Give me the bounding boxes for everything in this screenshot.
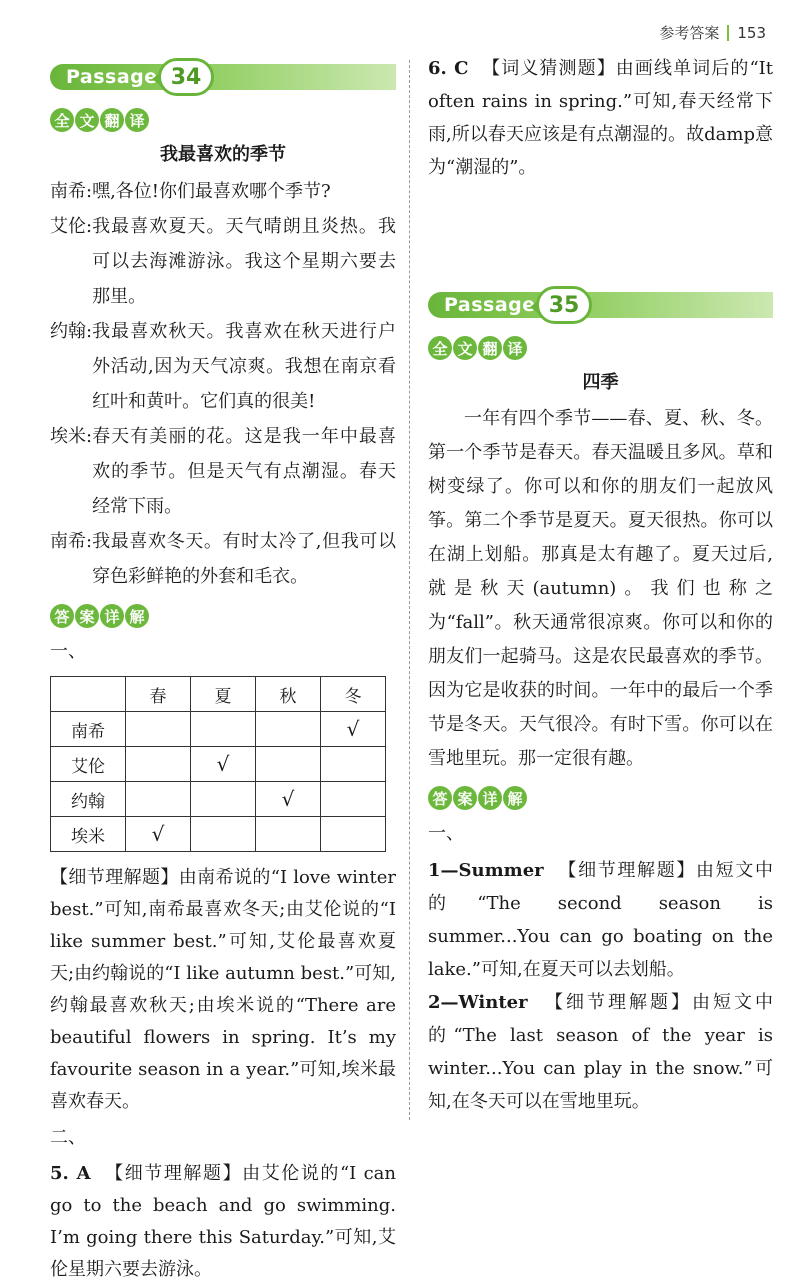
table-cell <box>191 712 256 747</box>
badge-char: 案 <box>453 786 477 810</box>
badge-char: 翻 <box>478 336 502 360</box>
table-cell <box>126 712 191 747</box>
column-header: 夏 <box>191 677 256 712</box>
table-cell <box>321 782 386 817</box>
dialogue-text: 我最喜欢夏天。天气晴朗且炎热。我可以去海滩游泳。我这个星期六要去那里。 <box>92 216 396 307</box>
badge-char: 解 <box>503 786 527 810</box>
speaker: 南希: <box>50 531 93 552</box>
right-column-top <box>428 52 773 184</box>
passage-word: Passage <box>66 66 158 88</box>
dialogue-line <box>50 209 396 314</box>
translation-badge <box>428 336 773 360</box>
header-divider <box>727 25 729 41</box>
section-two: 二、 <box>50 1127 86 1148</box>
badge-char: 详 <box>100 604 124 628</box>
table-cell <box>191 817 256 852</box>
dialogue-text: 嘿,各位!你们最喜欢哪个季节? <box>92 181 331 202</box>
speaker: 埃米: <box>50 426 93 447</box>
row-name: 南希 <box>51 712 126 747</box>
left-column <box>50 58 396 1286</box>
badge-char: 案 <box>75 604 99 628</box>
dialogue-line <box>50 174 396 209</box>
question-2 <box>428 986 773 1118</box>
table-cell: √ <box>256 782 321 817</box>
table-row <box>51 782 386 817</box>
passage-number: 34 <box>158 58 214 96</box>
speaker: 南希: <box>50 181 93 202</box>
speaker: 约翰: <box>50 321 93 342</box>
badge-char: 答 <box>428 786 452 810</box>
dialogue-text: 春天有美丽的花。这是我一年中最喜欢的季节。但是天气有点潮湿。春天经常下雨。 <box>92 426 396 517</box>
speaker: 艾伦: <box>50 216 93 237</box>
table-cell <box>126 747 191 782</box>
passage-number: 35 <box>536 286 592 324</box>
table-cell <box>321 747 386 782</box>
column-header: 冬 <box>321 677 386 712</box>
badge-char: 详 <box>478 786 502 810</box>
table-row <box>51 712 386 747</box>
question-1 <box>428 854 773 986</box>
question-1-number: 1—Summer <box>428 860 544 881</box>
table-cell <box>256 712 321 747</box>
question-6-number: 6. C <box>428 58 469 79</box>
question-6-text: 【词义猜测题】由画线单词后的“It often rains in spring.”可知,春天经常下雨,所以春天应该是有点潮湿的。故damp意为“潮湿的”。 <box>428 58 773 178</box>
table-cell: √ <box>321 712 386 747</box>
passage-title: 四季 <box>582 372 619 393</box>
dialogue-line <box>50 314 396 419</box>
badge-char: 译 <box>503 336 527 360</box>
dialogue-text: 我最喜欢秋天。我喜欢在秋天进行户外活动,因为天气凉爽。我想在南京看红叶和黄叶。它们真的很美! <box>92 321 396 412</box>
badge-char: 翻 <box>100 108 124 132</box>
passage-35-banner <box>428 286 773 326</box>
passage-body: 一年有四个季节——春、夏、秋、冬。第一个季节是春天。春天温暖且多风。草和树变绿了。你可以和你的朋友们一起放风筝。第二个季节是夏天。夏天很热。你可以在湖上划船。那真是太有趣了。夏天过后,就是秋天(autumn)。我们也称之为“fall”。秋天通常很凉爽。你可以和你的朋友们一起骑马。这是农民最喜欢的季节。因为它是收获的时间。一年中的最后一个季节是冬天。天气很冷。有时下雪。你可以在雪地里玩。那一定很有趣。 <box>428 408 773 769</box>
row-name: 埃米 <box>51 817 126 852</box>
table-cell <box>256 747 321 782</box>
question-5-text: 【细节理解题】由艾伦说的“I can go to the beach and go swimming. I’m going there this Saturday.”可知,艾伦星期六要去游泳。 <box>50 1163 396 1280</box>
passage-34-banner <box>50 58 396 98</box>
table-cell <box>126 782 191 817</box>
dialogue-line <box>50 419 396 524</box>
table-cell: √ <box>126 817 191 852</box>
badge-char: 答 <box>50 604 74 628</box>
badge-char: 文 <box>75 108 99 132</box>
passage-title: 我最喜欢的季节 <box>160 144 286 165</box>
question-1-text: 【细节理解题】由短文中的“The second season is summer...You can go boating on the lake.”可知,在夏天可以去划船。 <box>428 860 773 980</box>
table-row <box>51 747 386 782</box>
table-row <box>51 817 386 852</box>
question-6 <box>428 52 773 184</box>
column-divider <box>409 60 410 1120</box>
badge-char: 译 <box>125 108 149 132</box>
table-cell <box>191 782 256 817</box>
translation-badge <box>50 108 396 132</box>
table-cell <box>256 817 321 852</box>
table-corner <box>51 677 126 712</box>
page-number: 153 <box>737 23 766 42</box>
answer-table <box>50 676 386 852</box>
section-one: 一、 <box>50 641 86 662</box>
dialogue-line <box>50 524 396 594</box>
badge-char: 全 <box>50 108 74 132</box>
explanation-one: 【细节理解题】由南希说的“I love winter best.”可知,南希最喜欢冬天;由艾伦说的“I like summer best.”可知,艾伦最喜欢夏天;由约翰说的“I like autumn best.”可知,约翰最喜欢秋天;由埃米说的“There are beautiful flowers in spring. It’s my favourite season in a year.”可知,埃米最喜欢春天。 <box>50 867 396 1112</box>
column-header: 春 <box>126 677 191 712</box>
badge-char: 全 <box>428 336 452 360</box>
question-5 <box>50 1158 396 1286</box>
answer-badge <box>428 786 773 810</box>
table-cell: √ <box>191 747 256 782</box>
table-cell <box>321 817 386 852</box>
column-header: 秋 <box>256 677 321 712</box>
question-5-number: 5. A <box>50 1163 91 1184</box>
table-header-row <box>51 677 386 712</box>
section-one: 一、 <box>428 823 464 844</box>
badge-char: 解 <box>125 604 149 628</box>
dialogue-text: 我最喜欢冬天。有时太冷了,但我可以穿色彩鲜艳的外套和毛衣。 <box>92 531 396 587</box>
question-2-number: 2—Winter <box>428 992 528 1013</box>
question-2-text: 【细节理解题】由短文中的“The last season of the year is winter...You can play in the snow.”可知,在冬天可以在雪地里玩。 <box>428 992 773 1112</box>
page-header <box>659 22 766 43</box>
row-name: 艾伦 <box>51 747 126 782</box>
header-label: 参考答案 <box>659 24 720 42</box>
row-name: 约翰 <box>51 782 126 817</box>
right-column-content <box>428 286 773 1118</box>
answer-badge <box>50 604 396 628</box>
passage-word: Passage <box>444 294 536 316</box>
badge-char: 文 <box>453 336 477 360</box>
